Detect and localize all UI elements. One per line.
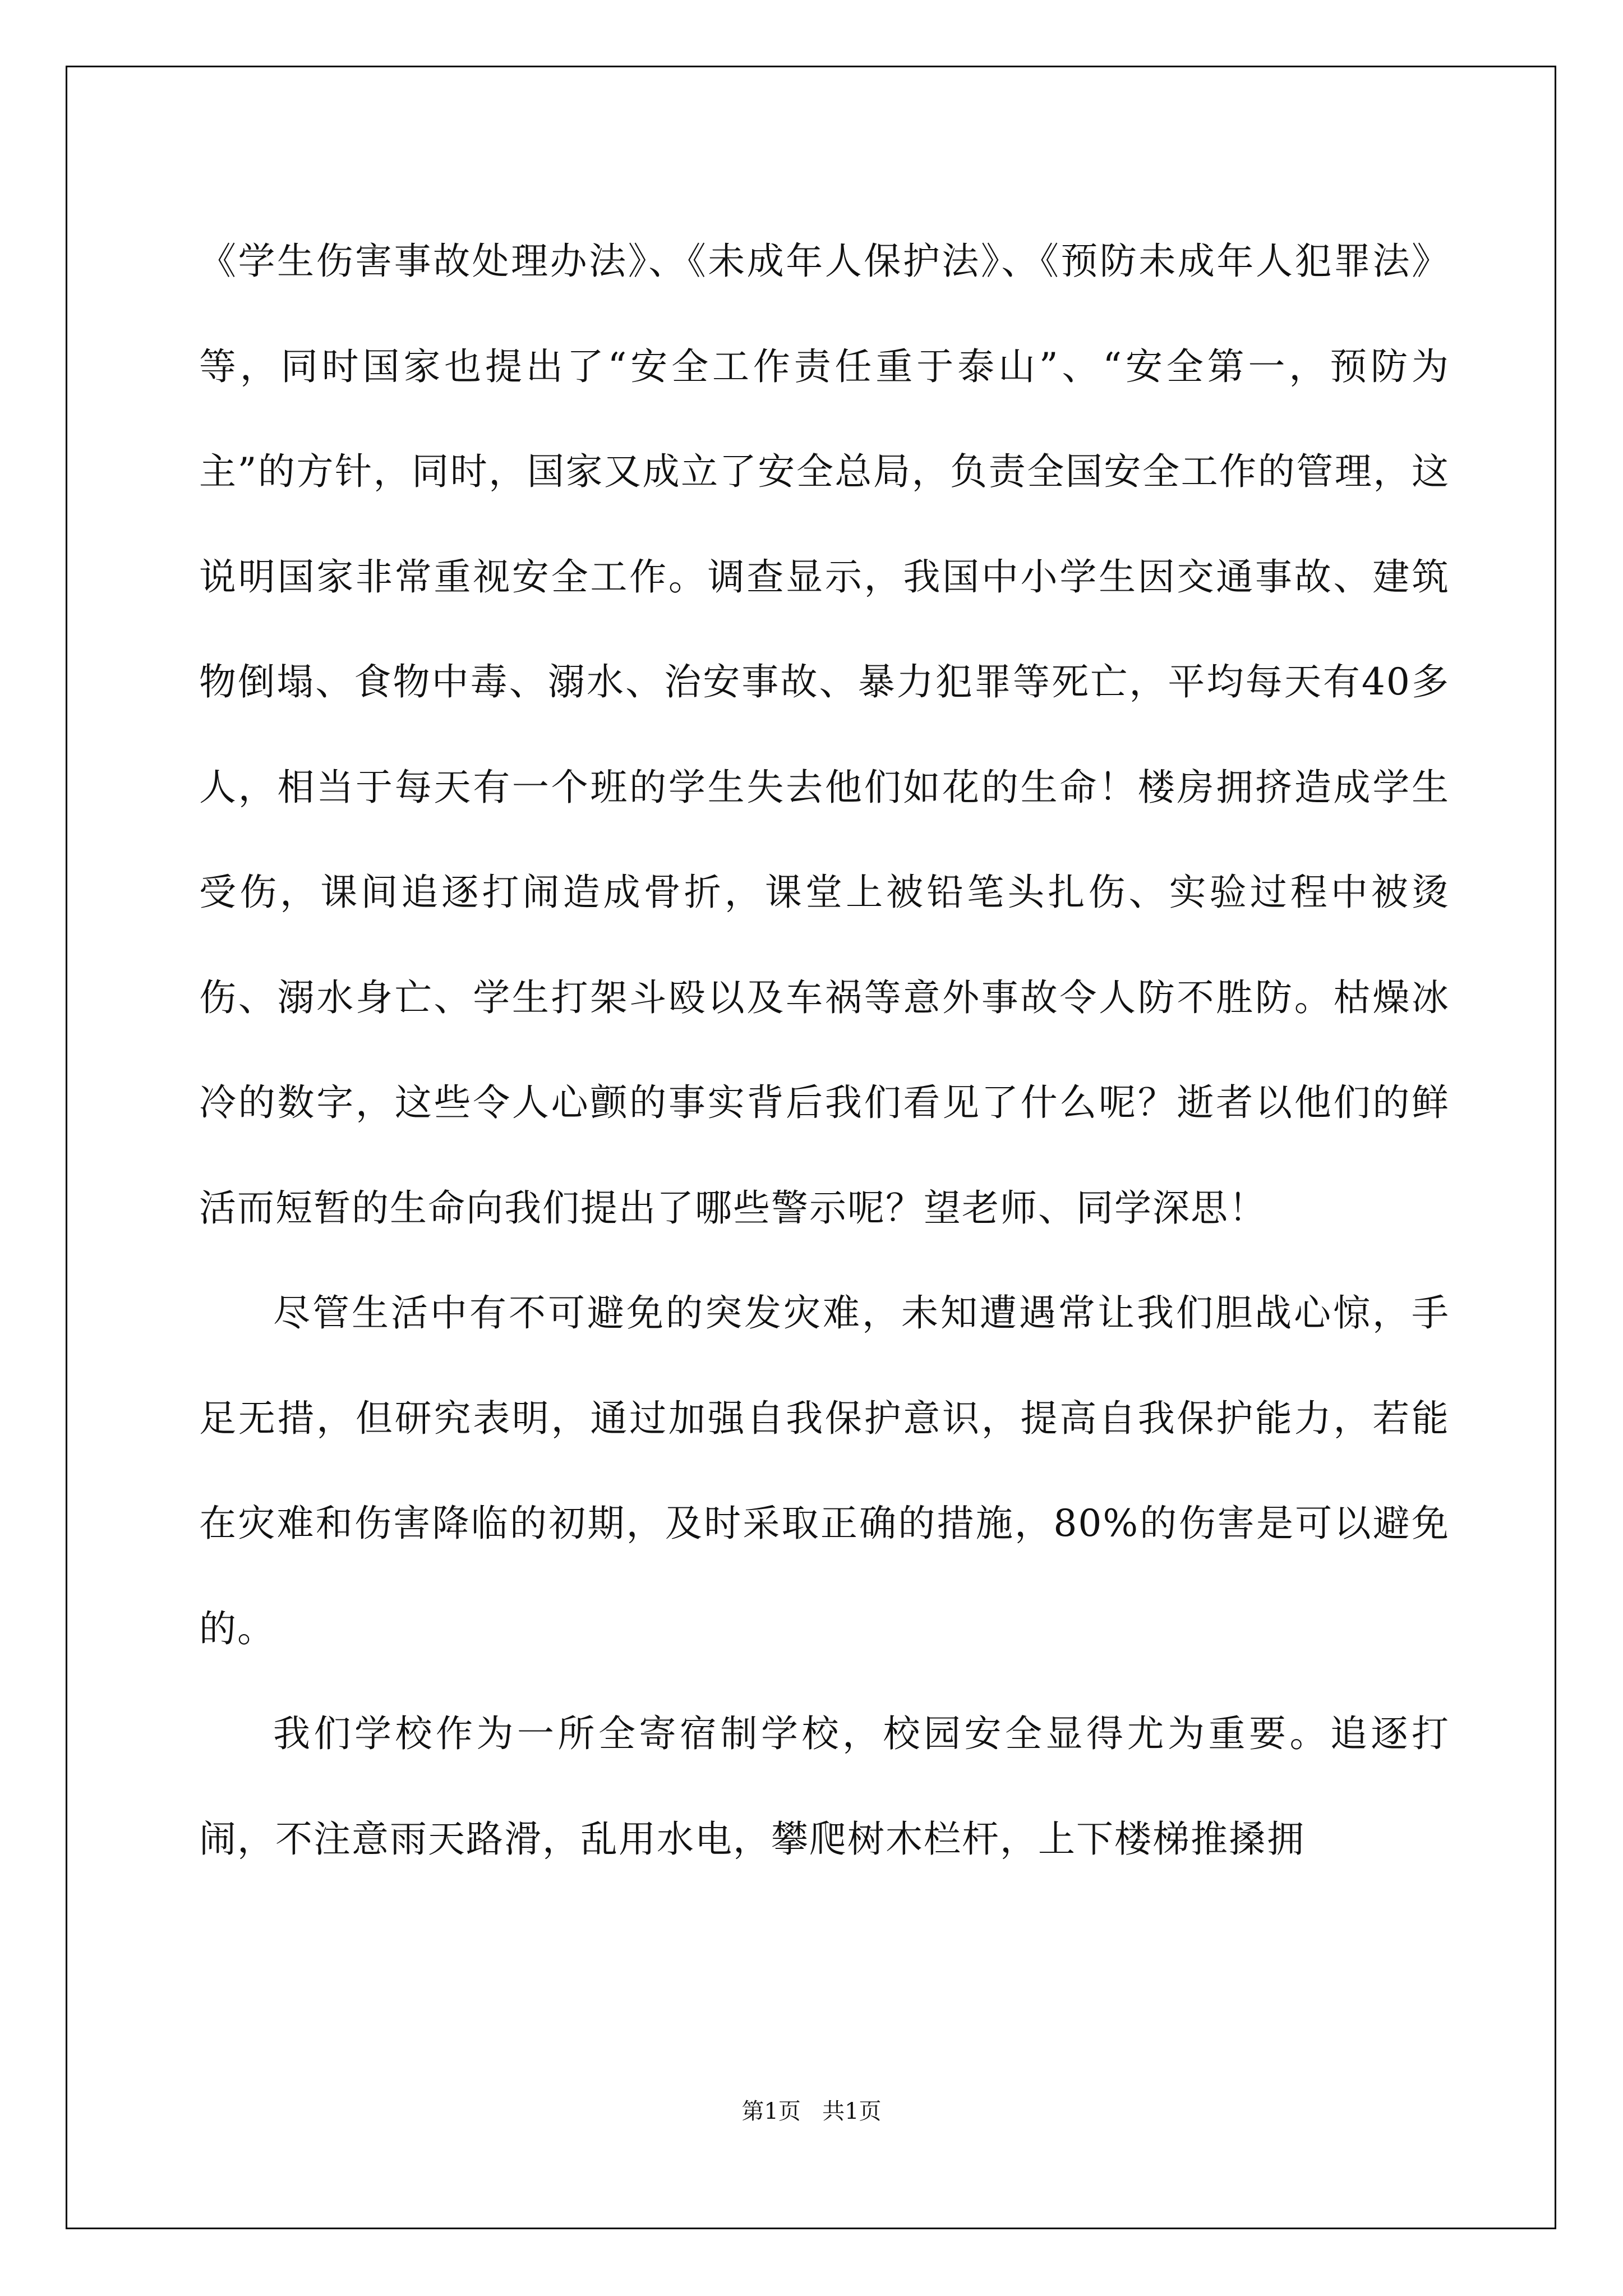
document-body	[199, 209, 1450, 1892]
paragraph-2: 尽管生活中有不可避免的突发灾难，未知遭遇常让我们胆战心惊，手足无措，但研究表明，通过加强自我保护意识，提高自我保护能力，若能在灾难和伤害降临的初期，及时采取正确的措施，80%的伤害是可以避免的。	[199, 1291, 1450, 1650]
page-number: 第1页	[741, 2099, 801, 2124]
page-footer	[0, 2093, 1623, 2125]
paragraph-3: 我们学校作为一所全寄宿制学校，校园安全显得尤为重要。追逐打闹，不注意雨天路滑，乱用水电，攀爬树木栏杆，上下楼梯推搡拥	[199, 1712, 1450, 1861]
page-total: 共1页	[822, 2099, 882, 2124]
paragraph-1: 《学生伤害事故处理办法》、《未成年人保护法》、《预防未成年人犯罪法》等，同时国家也提出了“安全工作责任重于泰山”、“安全第一，预防为主”的方针，同时，国家又成立了安全总局，负责全国安全工作的管理，这说明国家非常重视安全工作。调查显示，我国中小学生因交通事故、建筑物倒塌、食物中毒、溺水、治安事故、暴力犯罪等死亡，平均每天有40多人，相当于每天有一个班的学生失去他们如花的生命！楼房拥挤造成学生受伤，课间追逐打闹造成骨折，课堂上被铅笔头扎伤、实验过程中被烫伤、溺水身亡、学生打架斗殴以及车祸等意外事故令人防不胜防。枯燥冰冷的数字，这些令人心颤的事实背后我们看见了什么呢？逝者以他们的鲜活而短暂的生命向我们提出了哪些警示呢？望老师、同学深思！	[199, 240, 1450, 1230]
